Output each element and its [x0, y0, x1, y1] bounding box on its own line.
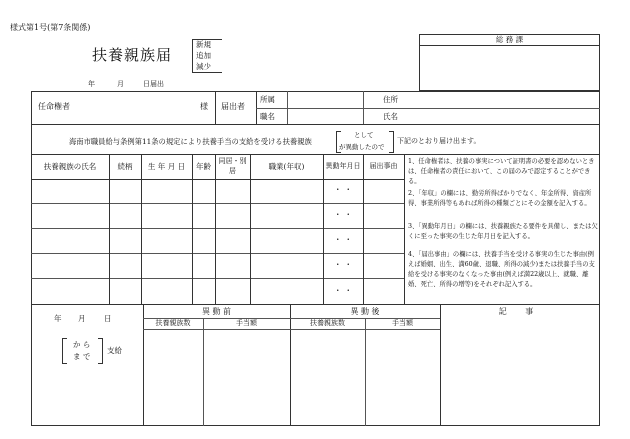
date-year-label: 年	[88, 80, 95, 88]
form-number: 様式第1号(第7条関係)	[10, 23, 91, 32]
type-option-add: 追加	[196, 51, 211, 60]
th-cohabit: 同居・別居	[218, 157, 247, 175]
th-age: 年齢	[196, 162, 211, 171]
th-reason: 届出事由	[369, 162, 398, 170]
pay-label: 支給	[107, 346, 122, 355]
statement-option-2: が異動したので	[339, 143, 385, 151]
period-bracket-right	[98, 338, 103, 364]
statement-tail: 下記のとおり届け出ます。	[397, 137, 481, 145]
footer-month-label: 月	[78, 314, 86, 323]
type-option-new: 新規	[196, 40, 211, 49]
after-count-label: 扶養親族数	[310, 319, 345, 327]
name-label: 氏名	[383, 112, 398, 121]
before-amount-label: 手当額	[236, 319, 257, 327]
statement-main: 海南市職員給与条例第11条の規定により扶養手当の支給を受ける扶養親族	[69, 137, 312, 146]
period-from-label: か ら	[73, 340, 91, 349]
note-1: 1、任命権者は、扶養の事実について証明書の必要を認めないときは、任命権者の責任において、この届のみで認定することができる。	[408, 158, 595, 185]
submitter-label: 届出者	[221, 102, 245, 111]
note-4: 4、「届出事由」の欄には、扶養手当を受ける事実の生じた事由(例えば婚姻、出生、満60歳、退職、所得の減少)または扶養手当の支給を受ける事実のなくなった事由(例えば満22歳以上、就職、離婚、死亡、所得の増等)をそれぞれ記入する。	[408, 251, 595, 288]
appointer-label: 任命権者	[38, 102, 70, 111]
row-1-date-marker: ・ ・	[333, 185, 353, 194]
statement-option-1: として	[354, 131, 374, 139]
th-relation: 続柄	[117, 162, 133, 171]
row-5-date-marker: ・ ・	[333, 286, 353, 295]
after-change-label: 異 動 後	[350, 307, 380, 316]
remarks-label: 記 事	[498, 307, 542, 316]
th-name: 扶養親族の氏名	[43, 162, 97, 171]
th-change-date: 異動年月日	[325, 162, 361, 170]
footer-day-label: 日	[104, 314, 112, 323]
row-2-date-marker: ・ ・	[333, 210, 353, 219]
footer-year-label: 年	[54, 314, 62, 323]
period-bracket-left	[62, 338, 67, 364]
affiliation-label: 所属	[260, 95, 275, 104]
type-option-decrease: 減少	[196, 62, 211, 71]
th-occupation: 職業(年収)	[268, 162, 305, 171]
page-title: 扶養親族届	[92, 46, 173, 64]
before-count-label: 扶養親族数	[155, 319, 191, 327]
th-birthdate: 生 年 月 日	[147, 162, 186, 171]
address-label: 住所	[383, 95, 398, 104]
date-day-label: 日届出	[143, 80, 164, 88]
position-label: 職名	[260, 112, 275, 121]
period-to-label: ま で	[73, 352, 91, 361]
dept-label: 総 務 課	[495, 35, 524, 44]
row-3-date-marker: ・ ・	[333, 235, 353, 244]
appointer-sama: 様	[200, 102, 208, 111]
note-3: 3、「異動年月日」の欄には、扶養親族たる要件を具備し、または欠くに至った事実の生じた年月日を記入する。	[408, 223, 598, 240]
before-change-label: 異 動 前	[201, 307, 232, 316]
note-2: 2、「年収」の欄には、勤労所得ばかりでなく、年金所得、資産所得、事業所得等もあれば所得の種類ごとにその金額を記入する。	[408, 190, 592, 207]
statement-bracket-right	[389, 131, 394, 153]
date-month-label: 月	[117, 80, 124, 88]
after-amount-label: 手当額	[392, 319, 413, 327]
row-4-date-marker: ・ ・	[333, 260, 353, 269]
